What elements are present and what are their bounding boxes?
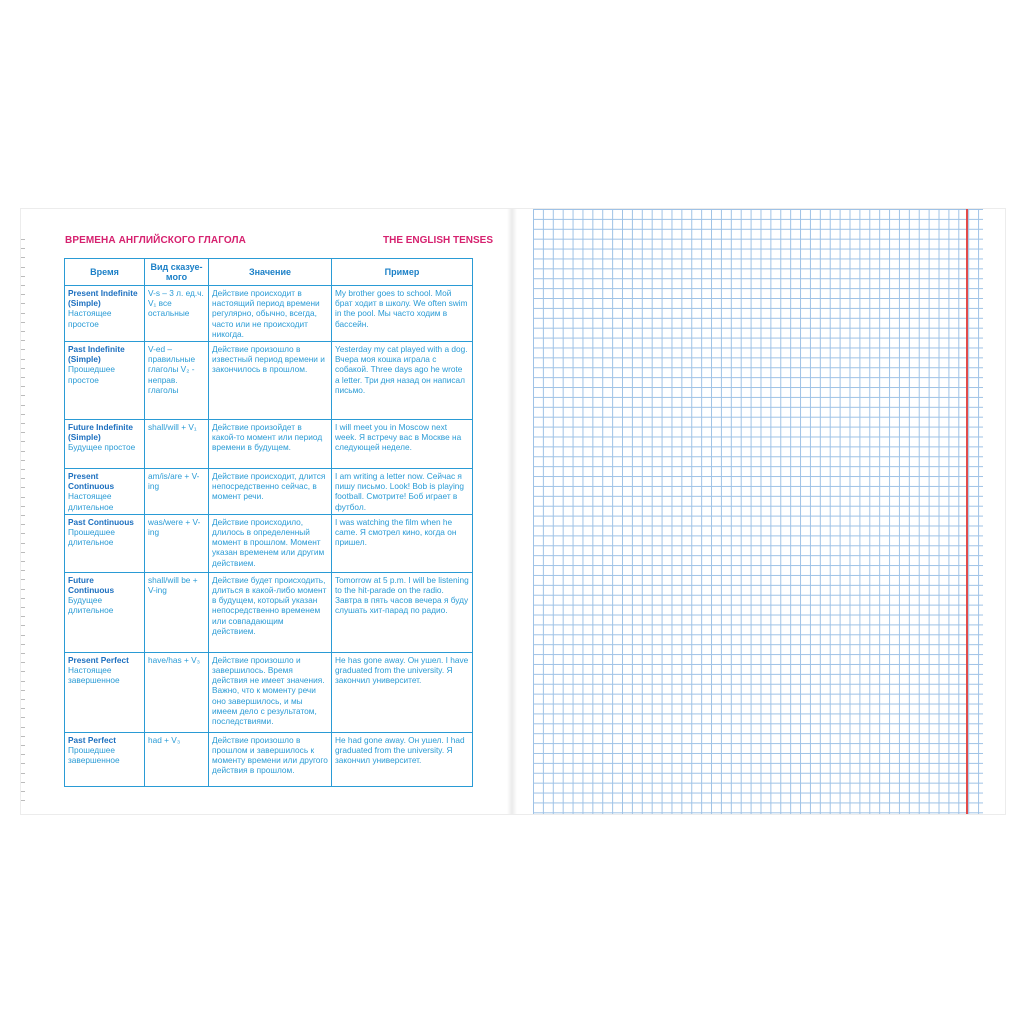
binding-mark	[21, 331, 25, 332]
binding-mark	[21, 681, 25, 682]
binding-mark	[21, 570, 25, 571]
example-cell: I will meet you in Moscow next week. Я встречу вас в Москве на следующей неделе.	[332, 420, 473, 469]
example-cell: My brother goes to school. Мой брат ходит в школу. We often swim in the pool. Мы часто ходим в бассейн.	[332, 286, 473, 342]
binding-mark	[21, 294, 25, 295]
binding-mark	[21, 662, 25, 663]
binding-mark	[21, 340, 25, 341]
binding-mark	[21, 460, 25, 461]
binding-mark	[21, 469, 25, 470]
binding-mark	[21, 239, 25, 240]
example-cell: He has gone away. Он ушел. I have graduated from the university. Я закончил университет.	[332, 652, 473, 732]
header-title-ru: ВРЕМЕНА АНГЛИЙСКОГО ГЛАГОЛА	[65, 235, 246, 246]
binding-mark	[21, 598, 25, 599]
binding-mark	[21, 285, 25, 286]
meaning-cell: Действие происходит, длится непосредственно сейчас, в момент речи.	[209, 469, 332, 515]
tense-name-ru: Настоящее простое	[68, 308, 112, 329]
margin-line	[966, 209, 968, 814]
tense-cell	[65, 342, 145, 420]
table-row	[65, 572, 473, 652]
example-cell: He had gone away. Он ушел. I had graduated from the university. Я закончил университет.	[332, 732, 473, 786]
tense-cell	[65, 469, 145, 515]
binding-mark	[21, 763, 25, 764]
binding-mark	[21, 800, 25, 801]
tense-name-ru: Прошедшее завершенное	[68, 745, 120, 766]
binding-mark	[21, 727, 25, 728]
binding-mark	[21, 644, 25, 645]
form-cell: shall/will be + V-ing	[145, 572, 209, 652]
column-header: Пример	[332, 259, 473, 286]
binding-mark	[21, 377, 25, 378]
binding-mark	[21, 671, 25, 672]
binding-mark	[21, 248, 25, 249]
binding-mark	[21, 257, 25, 258]
table-row	[65, 514, 473, 572]
table-row	[65, 286, 473, 342]
tense-name: Present Continuous	[68, 471, 115, 492]
meaning-cell: Действие будет происходить, длиться в какой-либо момент в будущем, который указан непосредственно временем или совпадающим действием.	[209, 572, 332, 652]
binding-mark	[21, 782, 25, 783]
binding-mark	[21, 653, 25, 654]
meaning-cell: Действие происходило, длилось в определенный момент в прошлом. Момент указан временем или другим действием.	[209, 514, 332, 572]
binding-mark	[21, 717, 25, 718]
meaning-cell: Действие произошло в прошлом и завершилось к моменту времени или другого действия в прошлом.	[209, 732, 332, 786]
binding-mark	[21, 736, 25, 737]
example-cell: Yesterday my cat played with a dog. Вчера моя кошка играла с собакой. Three days ago he wrote a letter. Три дня назад он написал письмо.	[332, 342, 473, 420]
binding-mark	[21, 303, 25, 304]
binding-mark	[21, 423, 25, 424]
binding-mark	[21, 754, 25, 755]
binding-mark	[21, 635, 25, 636]
reference-page	[21, 209, 511, 814]
tense-cell	[65, 514, 145, 572]
table-row	[65, 732, 473, 786]
tense-name-ru: Будущее простое	[68, 442, 136, 453]
table-row	[65, 342, 473, 420]
binding-mark	[21, 451, 25, 452]
example-cell: I was watching the film when he came. Я смотрел кино, когда он пришел.	[332, 514, 473, 572]
meaning-cell: Действие происходит в настоящий период времени регулярно, обычно, всегда, часто или не происходит никогда.	[209, 286, 332, 342]
meaning-cell: Действие произойдет в какой-то момент или период времени в будущем.	[209, 420, 332, 469]
tense-name-ru: Настоящее завершенное	[68, 665, 120, 686]
tense-name-ru: Прошедшее длительное	[68, 527, 116, 548]
form-cell: am/is/are + V-ing	[145, 469, 209, 515]
binding-mark	[21, 745, 25, 746]
binding-mark	[21, 414, 25, 415]
table-row	[65, 469, 473, 515]
tense-cell	[65, 420, 145, 469]
binding-mark	[21, 625, 25, 626]
tense-name-ru: Прошедшее простое	[68, 364, 116, 385]
tense-name: Future Continuous	[68, 574, 115, 596]
tense-cell	[65, 652, 145, 732]
notebook-spread	[21, 209, 1005, 814]
binding-mark	[21, 708, 25, 709]
table-header-row	[65, 259, 473, 286]
binding-mark	[21, 441, 25, 442]
binding-mark	[21, 552, 25, 553]
binding-mark	[21, 478, 25, 479]
tense-name-ru: Настоящее длительное	[68, 491, 114, 512]
binding-mark	[21, 616, 25, 617]
binding-mark	[21, 487, 25, 488]
binding-mark	[21, 543, 25, 544]
binding-mark	[21, 322, 25, 323]
binding-mark	[21, 589, 25, 590]
form-cell: was/were + V-ing	[145, 514, 209, 572]
example-cell: Tomorrow at 5 p.m. I will be listening to the hit-parade on the radio. Завтра в пять часов вечера я буду слушать хит-парад по радио.	[332, 572, 473, 652]
form-cell: V-s – 3 л. ед.ч. V₁ все остальные	[145, 286, 209, 342]
tense-name: Past Continuous	[68, 516, 134, 527]
graph-paper-grid	[533, 209, 983, 814]
binding-mark	[21, 432, 25, 433]
tense-cell	[65, 572, 145, 652]
tense-name: Present Perfect	[68, 654, 129, 665]
form-cell: had + V₃	[145, 732, 209, 786]
binding-mark	[21, 349, 25, 350]
column-header: Вид сказуе-мого	[145, 259, 209, 286]
grid-page	[511, 209, 1005, 814]
tense-cell	[65, 732, 145, 786]
column-header: Значение	[209, 259, 332, 286]
tense-name: Past Indefinite (Simple)	[68, 344, 125, 365]
binding-mark	[21, 579, 25, 580]
spine-fold	[507, 209, 517, 814]
binding-mark	[21, 386, 25, 387]
table-row	[65, 652, 473, 732]
binding-mark	[21, 533, 25, 534]
binding-mark	[21, 524, 25, 525]
binding-mark	[21, 267, 25, 268]
meaning-cell: Действие произошло в известный период времени и закончилось в прошлом.	[209, 342, 332, 420]
tenses-table	[64, 258, 473, 787]
binding-mark	[21, 405, 25, 406]
binding-mark	[21, 699, 25, 700]
example-cell: I am writing a letter now. Сейчас я пишу письмо. Look! Bob is playing football. Смотрите! Боб играет в футбол.	[332, 469, 473, 515]
binding-mark	[21, 359, 25, 360]
binding-mark	[21, 395, 25, 396]
column-header: Время	[65, 259, 145, 286]
form-cell: have/has + V₃	[145, 652, 209, 732]
tense-name-ru: Будущее длительное	[68, 595, 114, 616]
tense-name: Past Perfect	[68, 734, 116, 745]
binding-mark	[21, 276, 25, 277]
binding-mark	[21, 607, 25, 608]
form-cell: shall/will + V₁	[145, 420, 209, 469]
form-cell: V-ed – правильные глаголы V₂ - неправ. глаголы	[145, 342, 209, 420]
binding-mark	[21, 497, 25, 498]
table-row	[65, 420, 473, 469]
meaning-cell: Действие произошло и завершилось. Время действия не имеет значения. Важно, что к моменту речи оно завершилось, и мы имеем дело с результатом, последствиями.	[209, 652, 332, 732]
binding-mark	[21, 690, 25, 691]
tense-name: Present Indefinite (Simple)	[68, 288, 138, 309]
binding-mark	[21, 515, 25, 516]
header-title-en: THE ENGLISH TENSES	[382, 235, 493, 246]
binding-mark	[21, 773, 25, 774]
binding-mark	[21, 368, 25, 369]
binding-mark	[21, 791, 25, 792]
binding-mark	[21, 561, 25, 562]
binding-mark	[21, 313, 25, 314]
binding-mark	[21, 506, 25, 507]
tense-name: Future Indefinite (Simple)	[68, 422, 133, 443]
tense-cell	[65, 286, 145, 342]
